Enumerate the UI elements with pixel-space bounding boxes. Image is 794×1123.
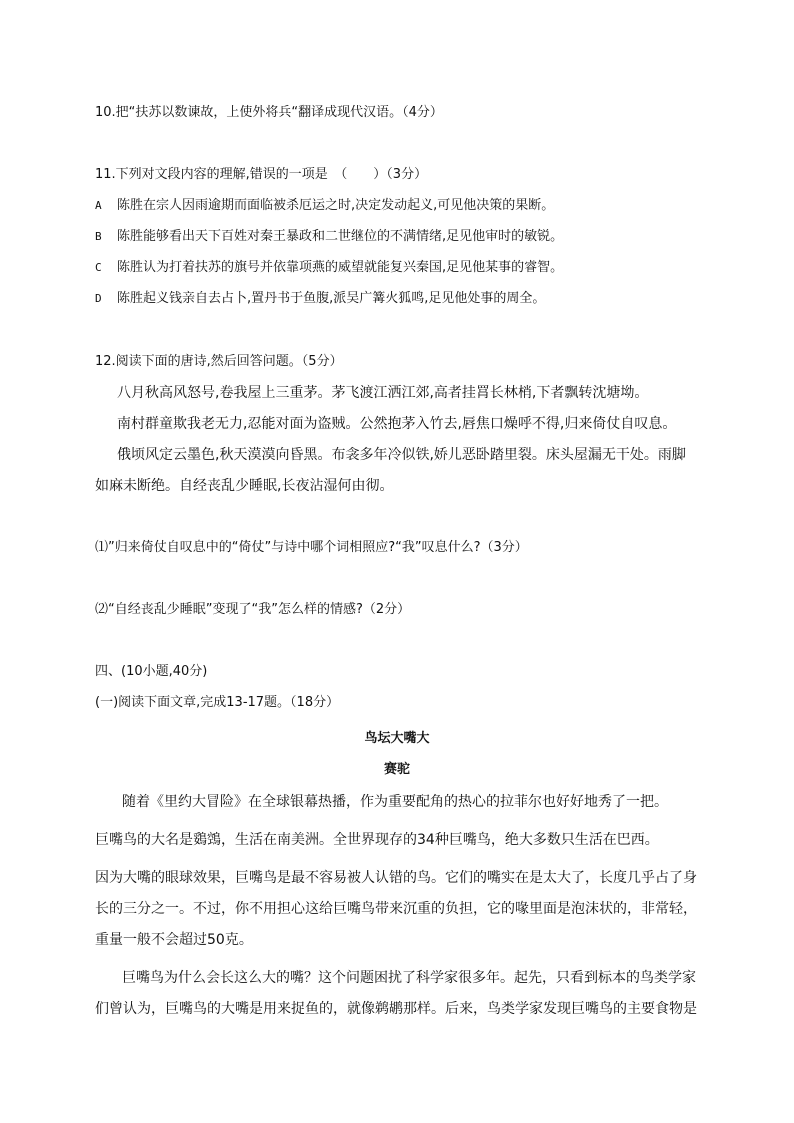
section-4-subheading: (一)阅读下面文章,完成13-17题。（18分） (95, 695, 340, 710)
question-12-stem: 12.阅读下面的唐诗,然后回答问题。（5分） (95, 354, 343, 369)
poem-line-3-cont: 如麻未断绝。自经丧乱少睡眠,长夜沾湿何由彻。 (95, 478, 394, 494)
option-d (95, 290, 545, 308)
question-10: 10.把“扶苏以数谏故，上使外将兵“翻译成现代汉语。（4分） (95, 105, 443, 120)
option-letter: A (95, 199, 102, 212)
option-letter: C (95, 261, 102, 274)
option-text: 陈胜在宗人因雨逾期而面临被杀厄运之时,决定发动起义,可见他决策的果断。 (117, 198, 555, 213)
option-b (95, 228, 563, 246)
poem-line-1: 八月秋高风怒号,卷我屋上三重茅。茅飞渡江洒江郊,高者挂罥长林梢,下者飘转沈塘坳。 (117, 385, 649, 401)
poem-line-2: 南村群童欺我老无力,忍能对面为盗贼。公然抱茅入竹去,唇焦口燥呼不得,归来倚仗自叹息。 (117, 416, 677, 432)
article-author: 赛驼 (383, 762, 410, 777)
option-a (95, 197, 554, 215)
question-11-stem: 11.下列对文段内容的理解,错误的一项是 （ ）（3分） (95, 167, 428, 182)
option-text: 陈胜认为打着扶苏的旗号并依靠项燕的威望就能复兴秦国,足见他某事的睿智。 (117, 260, 564, 275)
article-paragraph: 巨嘴鸟的大名是鵎鵼，生活在南美洲。全世界现存的34种巨嘴鸟，绝大多数只生活在巴西。 (95, 832, 659, 848)
article-paragraph: 长的三分之一。不过，你不用担心这给巨嘴鸟带来沉重的负担，它的喙里面是泡沫状的，非常轻， (95, 901, 697, 917)
article-paragraph: 因为大嘴的眼球效果，巨嘴鸟是最不容易被人认错的鸟。它们的嘴实在是太大了，长度几乎占了身 (95, 870, 697, 886)
article-paragraph: 巨嘴鸟为什么会长这么大的嘴？这个问题困扰了科学家很多年。起先，只看到标本的鸟类学家 (122, 970, 696, 986)
option-text: 陈胜能够看出天下百姓对秦王暴政和二世继位的不满情绪,足见他审时的敏锐。 (117, 229, 564, 244)
question-12-sub2: ⑵“自经丧乱少睡眠”变现了“我”怎么样的情感?（2分） (95, 602, 411, 617)
article-paragraph: 们曾认为，巨嘴鸟的大嘴是用来捉鱼的，就像鹈鹕那样。后来，鸟类学家发现巨嘴鸟的主要食物是 (95, 1001, 697, 1017)
article-paragraph: 随着《里约大冒险》在全球银幕热播，作为重要配角的热心的拉菲尔也好好地秀了一把。 (122, 794, 668, 810)
section-4-heading: 四、(10小题,40分) (95, 664, 208, 679)
option-text: 陈胜起义钱亲自去占卜,置丹书于鱼腹,派吴广篝火狐鸣,足见他处事的周全。 (117, 291, 546, 306)
option-c (95, 259, 563, 277)
article-paragraph: 重量一般不会超过50克。 (95, 932, 253, 948)
poem-line-3: 俄顷风定云墨色,秋天漠漠向昏黑。布衾多年冷似铁,娇儿恶卧踏里裂。床头屋漏无干处。雨脚 (117, 447, 686, 463)
article-title: 鸟坛大嘴大 (364, 731, 430, 746)
question-12-sub1: ⑴”归来倚仗自叹息中的“倚仗”与诗中哪个词相照应?“我”叹息什么?（3分） (95, 540, 528, 555)
option-letter: B (95, 230, 102, 243)
option-letter: D (95, 292, 102, 305)
